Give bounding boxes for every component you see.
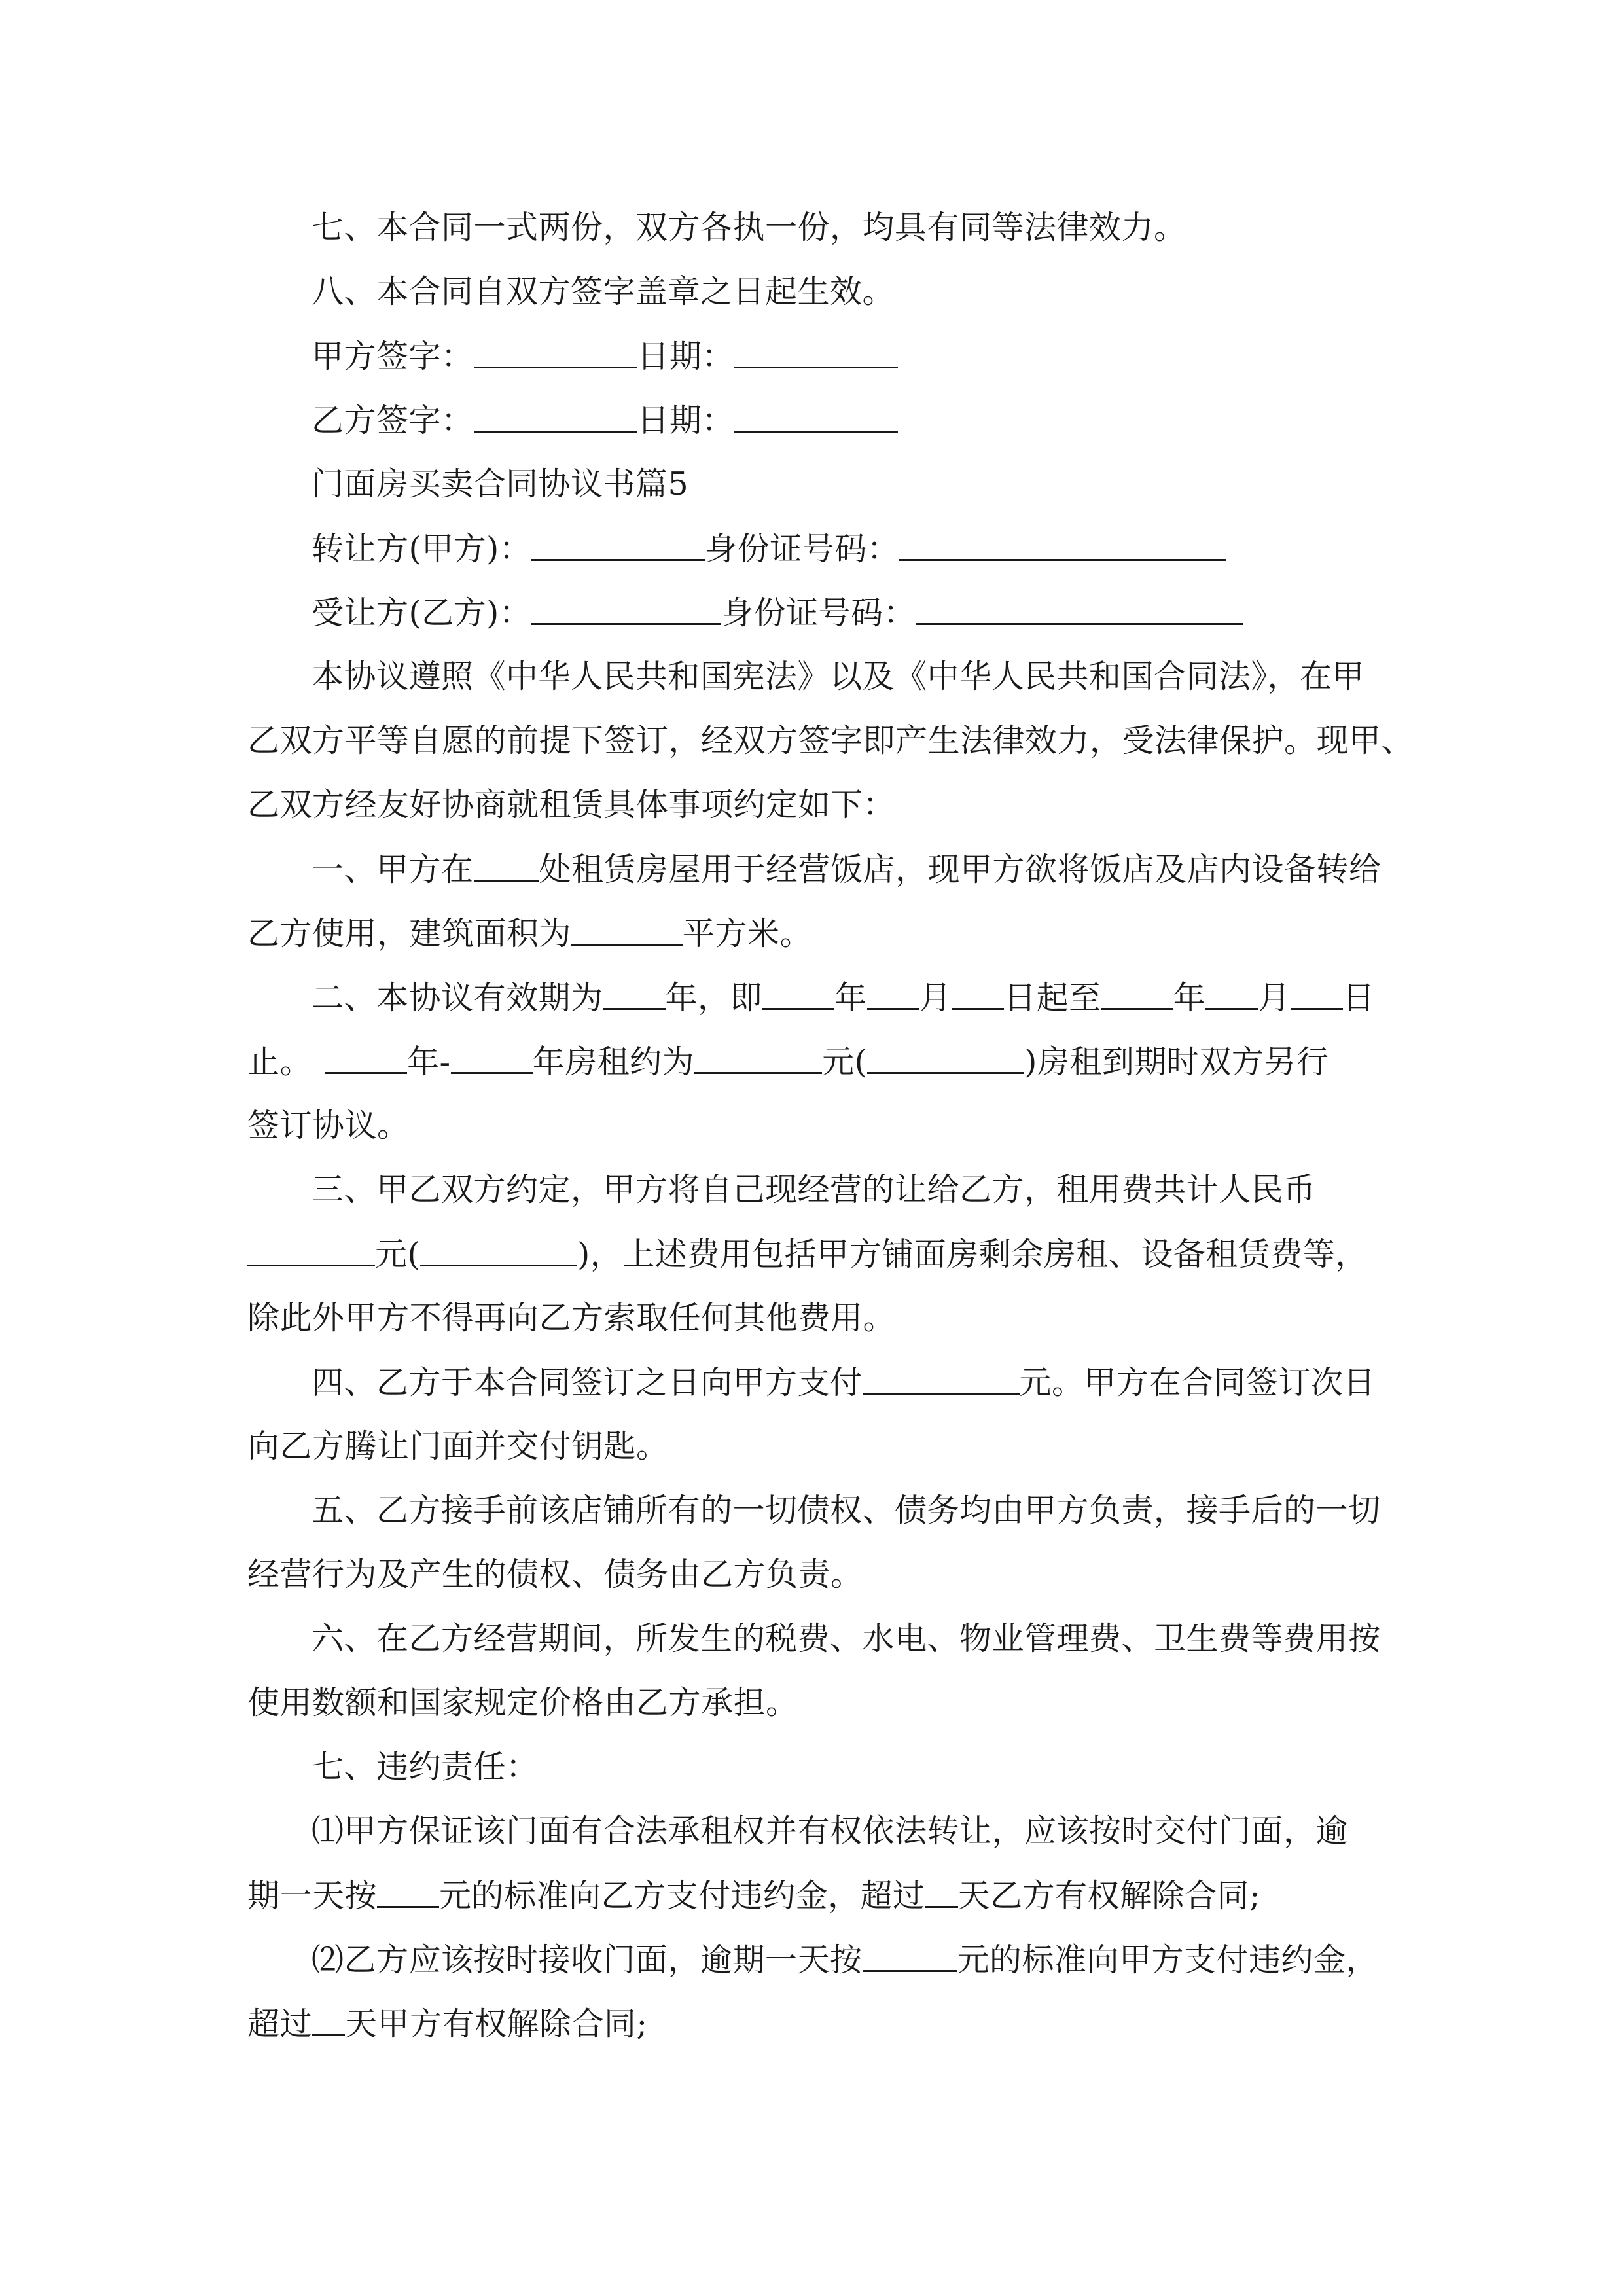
start-month-blank[interactable]	[867, 979, 919, 1010]
breach-1-line-1: ⑴甲方保证该门面有合法承租权并有权依法转让，应该按时交付门面，逾	[312, 1812, 1349, 1850]
party-a-signature-line: 甲方签字： 日期：	[312, 336, 1450, 376]
breach-2-line-1: ⑵乙方应该按时接收门面，逾期一天按 元的标准向甲方支付违约金，	[312, 1941, 1379, 1979]
breach-2-line-2: 超过 天甲方有权解除合同;	[247, 2005, 648, 2043]
end-year-blank[interactable]	[1101, 979, 1173, 1010]
signature-blank[interactable]	[474, 402, 637, 433]
start-year-blank[interactable]	[762, 979, 834, 1010]
to-year-blank[interactable]	[451, 1043, 533, 1074]
clause-5-line-1: 五、乙方接手前该店铺所有的一切债权、债务均由甲方负责，接手后的一切	[312, 1492, 1381, 1529]
penalty-amount-blank[interactable]	[377, 1877, 439, 1908]
clause-5-line-2: 经营行为及产生的债权、债务由乙方负责。	[247, 1556, 863, 1593]
transferee-line: 受让方(乙方)： 身份证号码：	[312, 593, 1450, 632]
years-blank[interactable]	[603, 979, 666, 1010]
clause-3-line-2: 元( )，上述费用包括甲方铺面房剩余房租、设备租赁费等，	[247, 1234, 1386, 1274]
clause-2-line-2: 止。 年- 年房租约为 元( )房租到期时双方另行	[247, 1043, 1329, 1081]
payment-amount-blank[interactable]	[863, 1364, 1020, 1395]
from-year-blank[interactable]	[325, 1043, 407, 1074]
clause-6-line-1: 六、在乙方经营期间，所发生的税费、水电、物业管理费、卫生费等费用按	[312, 1620, 1381, 1657]
clause-8-effective: 八、本合同自双方签字盖章之日起生效。	[312, 273, 895, 310]
clause-1-line-1: 一、甲方在 处租赁房屋用于经营饭店，现甲方欲将饭店及店内设备转给	[312, 851, 1382, 888]
clause-2-line-3: 签订协议。	[247, 1107, 410, 1144]
party-b-signature-line: 乙方签字： 日期：	[312, 401, 1450, 440]
name-blank[interactable]	[531, 594, 721, 625]
clause-7-heading: 七、违约责任：	[312, 1748, 539, 1785]
area-blank[interactable]	[571, 915, 683, 946]
clause-7-copies: 七、本合同一式两份，双方各执一份，均具有同等法律效力。	[312, 209, 1186, 246]
days-blank[interactable]	[925, 1877, 958, 1908]
date-blank[interactable]	[734, 338, 898, 368]
id-number-blank[interactable]	[916, 594, 1243, 625]
id-number-blank[interactable]	[899, 530, 1226, 561]
name-blank[interactable]	[531, 530, 705, 561]
days-blank[interactable]	[312, 2005, 345, 2036]
preamble-line-1: 本协议遵照《中华人民共和国宪法》以及《中华人民共和国合同法》，在甲	[312, 658, 1365, 695]
end-month-blank[interactable]	[1205, 979, 1258, 1010]
end-day-blank[interactable]	[1291, 979, 1343, 1010]
clause-3-line-3: 除此外甲方不得再向乙方索取任何其他费用。	[247, 1299, 896, 1336]
start-day-blank[interactable]	[952, 979, 1004, 1010]
fee-amount-words-blank[interactable]	[420, 1236, 577, 1266]
date-blank[interactable]	[734, 402, 898, 433]
rent-amount-words-blank[interactable]	[867, 1043, 1024, 1074]
clause-6-line-2: 使用数额和国家规定价格由乙方承担。	[247, 1684, 798, 1721]
clause-3-line-1: 三、甲乙双方约定，甲方将自己现经营的让给乙方，租用费共计人民币	[312, 1171, 1316, 1208]
breach-1-line-2: 期一天按 元的标准向乙方支付违约金，超过 天乙方有权解除合同;	[247, 1877, 1261, 1914]
clause-4-line-2: 向乙方腾让门面并交付钥匙。	[247, 1427, 669, 1465]
transferor-line: 转让方(甲方)： 身份证号码：	[312, 529, 1450, 568]
clause-1-line-2: 乙方使用，建筑面积为 平方米。	[247, 915, 813, 952]
fee-amount-blank[interactable]	[247, 1236, 375, 1266]
preamble-line-3: 乙双方经友好协商就租赁具体事项约定如下：	[247, 786, 896, 823]
clause-4-line-1: 四、乙方于本合同签订之日向甲方支付 元。甲方在合同签订次日	[312, 1364, 1376, 1401]
location-blank[interactable]	[474, 851, 539, 882]
signature-blank[interactable]	[474, 338, 637, 368]
rent-amount-blank[interactable]	[694, 1043, 822, 1074]
clause-2-line-1: 二、本协议有效期为 年，即 年 月 日起至 年 月 日	[312, 979, 1376, 1016]
section-heading: 门面房买卖合同协议书篇5	[312, 465, 689, 503]
penalty-amount-blank[interactable]	[863, 1941, 957, 1972]
preamble-line-2: 乙双方平等自愿的前提下签订，经双方签字即产生法律效力，受法律保护。现甲、	[247, 722, 1414, 759]
